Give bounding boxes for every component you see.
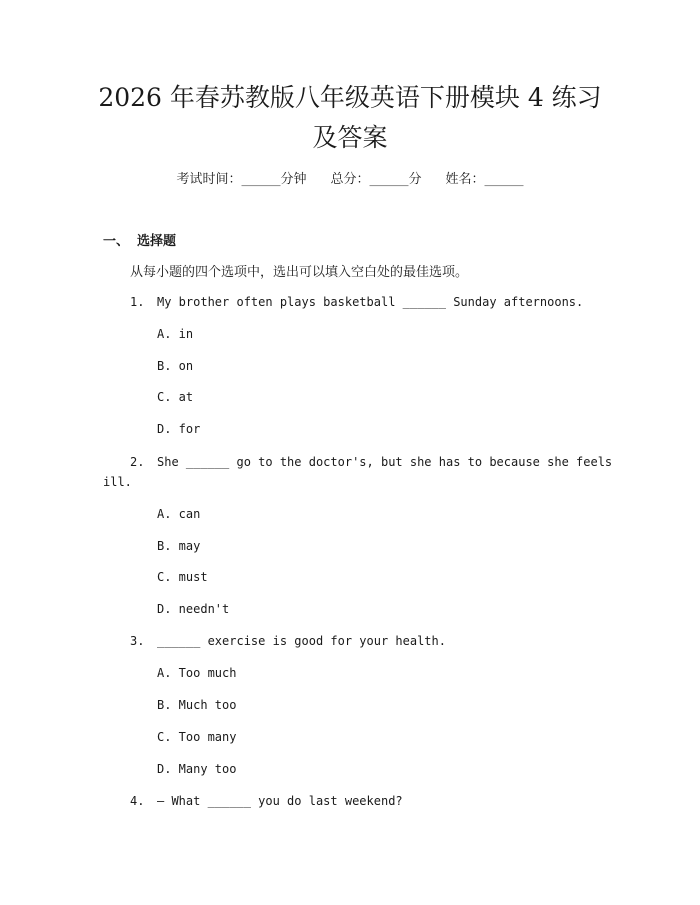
question-option: B. on [157,359,194,373]
section-title: 选择题 [137,234,177,249]
name-field: 姓名：______ [445,172,524,187]
question-option: A. can [157,507,201,521]
total-score-field: 总分：______分 [330,172,422,187]
question-number: 1. [130,295,145,309]
question-text: She ______ go to the doctor's, but she has to because she feels [157,455,613,469]
question-text: My brother often plays basketball ______ Sunday afternoons. [157,295,584,309]
question-option: C. at [157,390,194,404]
question-text-continued: ill. [103,475,132,489]
question-option: B. Much too [157,698,237,712]
title-line-1: 2026 年春苏教版八年级英语下册模块 4 练习 [98,83,602,112]
question-text: — What ______ you do last weekend? [157,794,403,808]
question-option: A. Too much [157,666,237,680]
document-title [60,78,640,158]
question-option: D. needn't [157,602,230,616]
question-option: A. in [157,327,194,341]
section-number: 一、 [103,234,130,249]
title-line-2: 及答案 [312,123,388,152]
question-option: D. Many too [157,762,237,776]
question-option: C. Too many [157,730,237,744]
question-text: ______ exercise is good for your health. [157,634,446,648]
question-option: B. may [157,539,201,553]
exam-meta [0,168,700,187]
exam-time-field: 考试时间：______分钟 [176,172,307,187]
question-option: D. for [157,422,201,436]
question-number: 4. [130,794,145,808]
section-heading [103,230,176,249]
question-option: C. must [157,570,208,584]
question-number: 3. [130,634,145,648]
question-number: 2. [130,455,145,469]
section-instruction: 从每小题的四个选项中，选出可以填入空白处的最佳选项。 [130,265,469,280]
